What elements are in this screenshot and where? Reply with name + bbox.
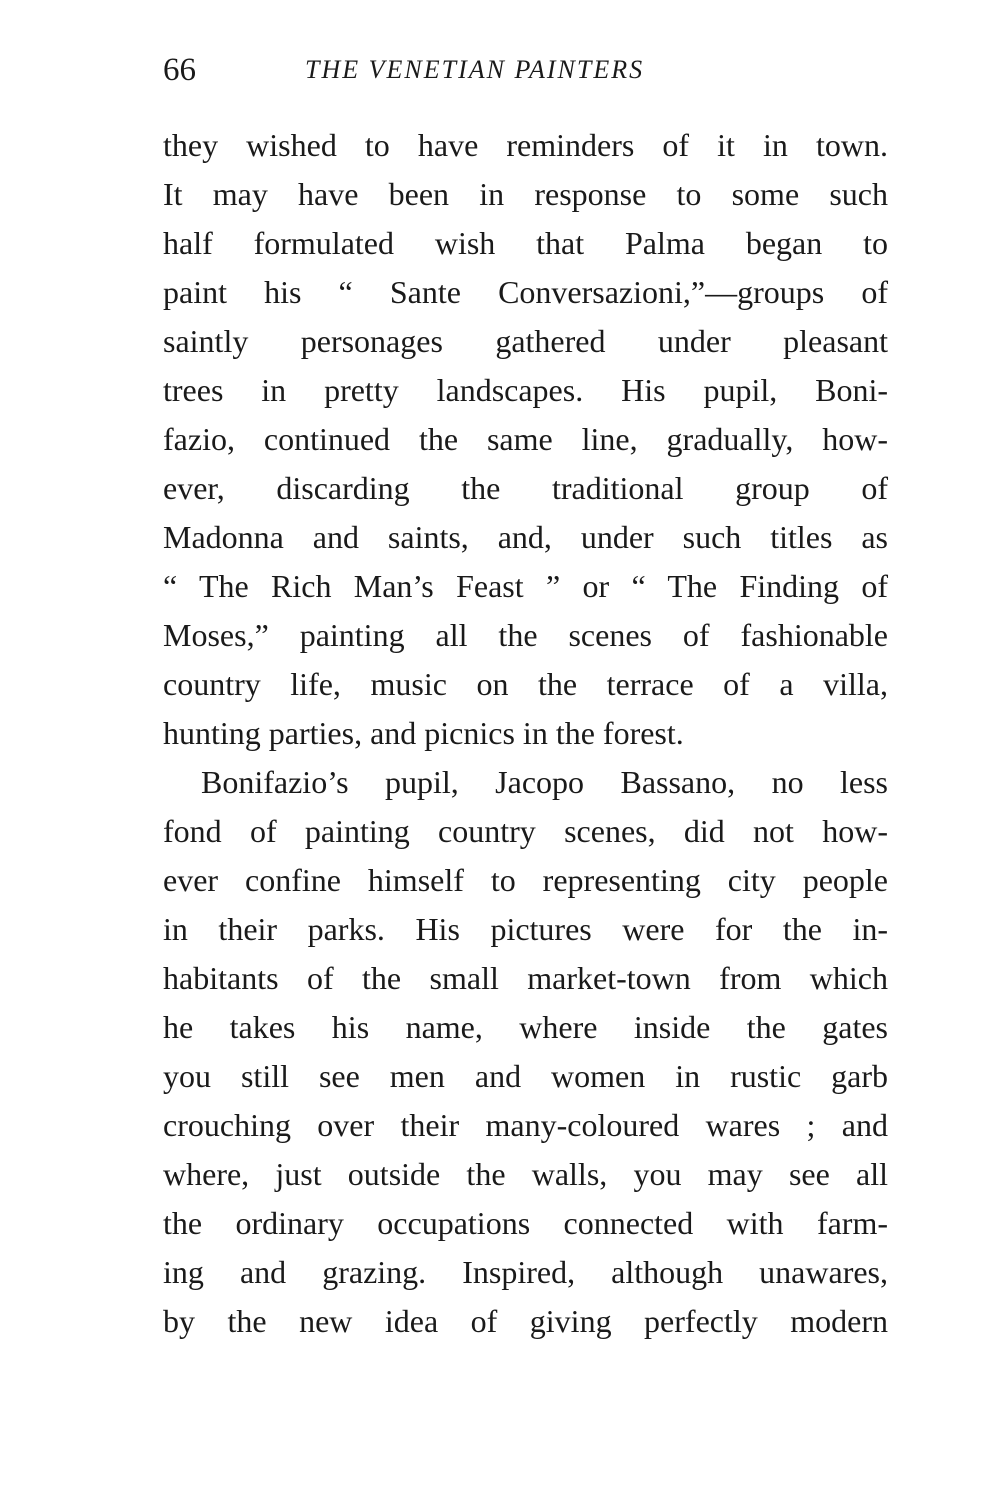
text-line: habitants of the small market-town from which — [163, 960, 888, 996]
text-line: where, just outside the walls, you may see all — [163, 1156, 888, 1192]
text-line: half formulated wish that Palma began to — [163, 225, 888, 261]
body-text — [163, 121, 888, 1346]
text-line: fond of painting country scenes, did not how- — [163, 813, 888, 849]
text-line: he takes his name, where inside the gates — [163, 1009, 888, 1045]
text-line: ever, discarding the traditional group of — [163, 470, 888, 506]
text-line: paint his “ Sante Conversazioni,”—groups of — [163, 274, 888, 310]
text-line: ever confine himself to representing city people — [163, 862, 888, 898]
text-line: country life, music on the terrace of a villa, — [163, 666, 888, 702]
running-head — [163, 48, 888, 92]
page-number: 66 — [163, 52, 196, 88]
text-line: fazio, continued the same line, gradually, how- — [163, 421, 888, 457]
text-line: Moses,” painting all the scenes of fashionable — [163, 617, 888, 653]
running-title: THE VENETIAN PAINTERS — [305, 55, 645, 84]
text-line: hunting parties, and picnics in the forest. — [163, 715, 684, 751]
text-line: crouching over their many-coloured wares ; and — [163, 1107, 888, 1143]
text-line: It may have been in response to some such — [163, 176, 888, 212]
text-line: trees in pretty landscapes. His pupil, Boni- — [163, 372, 888, 408]
text-line: the ordinary occupations connected with farm- — [163, 1205, 888, 1241]
text-line: saintly personages gathered under pleasant — [163, 323, 888, 359]
text-line: they wished to have reminders of it in town. — [163, 127, 888, 163]
text-line: you still see men and women in rustic garb — [163, 1058, 888, 1094]
text-line: ing and grazing. Inspired, although unawares, — [163, 1254, 888, 1290]
text-line: Madonna and saints, and, under such titles as — [163, 519, 888, 555]
paragraph-2 — [163, 758, 888, 1346]
text-line: by the new idea of giving perfectly modern — [163, 1303, 888, 1339]
text-line: Bonifazio’s pupil, Jacopo Bassano, no less — [201, 764, 888, 800]
text-line: “ The Rich Man’s Feast ” or “ The Finding of — [163, 568, 888, 604]
text-line: in their parks. His pictures were for the in- — [163, 911, 888, 947]
paragraph-1 — [163, 121, 888, 758]
